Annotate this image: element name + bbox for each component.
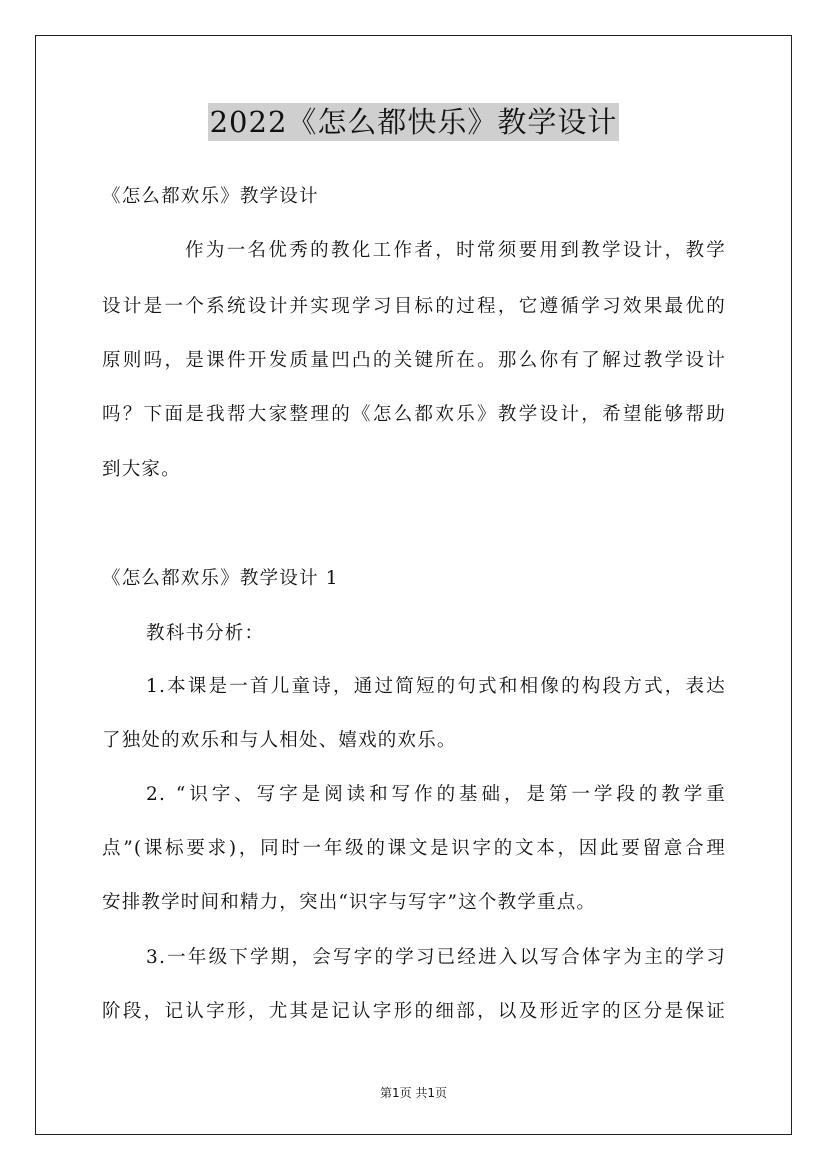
section-heading: 《怎么都欢乐》教学设计 1 — [102, 568, 339, 589]
intro-line: 原则吗，是课件开发质量凹凸的关键所在。那么你有了解过教学设计 — [102, 350, 726, 371]
paragraph-line: 3.一年级下学期，会写字的学习已经进入以写合体字为主的学习 — [146, 947, 726, 968]
intro-line: 作为一名优秀的教化工作者，时常须要用到教学设计，教学 — [185, 240, 726, 261]
intro-line: 吗？下面是我帮大家整理的《怎么都欢乐》教学设计，希望能够帮助 — [102, 404, 726, 425]
subtitle: 《怎么都欢乐》教学设计 — [102, 186, 319, 207]
analysis-label: 教科书分析： — [146, 623, 265, 644]
document-title: 2022《怎么都快乐》教学设计 — [209, 105, 618, 139]
paragraph-line: 2. “识字、写字是阅读和写作的基础，是第一学段的教学重 — [146, 784, 726, 805]
paragraph-line: 阶段，记认字形，尤其是记认字形的细部，以及形近字的区分是保证 — [102, 1001, 726, 1022]
paragraph-line: 1.本课是一首儿童诗，通过简短的句式和相像的构段方式，表达 — [146, 676, 726, 697]
intro-line: 到大家。 — [102, 459, 181, 480]
paragraph-line: 点”(课标要求)，同时一年级的课文是识字的文本，因此要留意合理 — [102, 838, 726, 859]
document-title-row — [0, 100, 827, 141]
intro-line: 设计是一个系统设计并实现学习目标的过程，它遵循学习效果最优的 — [102, 296, 726, 317]
page-footer: 第1页 共1页 — [379, 1086, 448, 1100]
paragraph-line: 了独处的欢乐和与人相处、嬉戏的欢乐。 — [102, 730, 457, 751]
paragraph-line: 安排教学时间和精力，突出“识字与写字”这个教学重点。 — [102, 892, 597, 913]
